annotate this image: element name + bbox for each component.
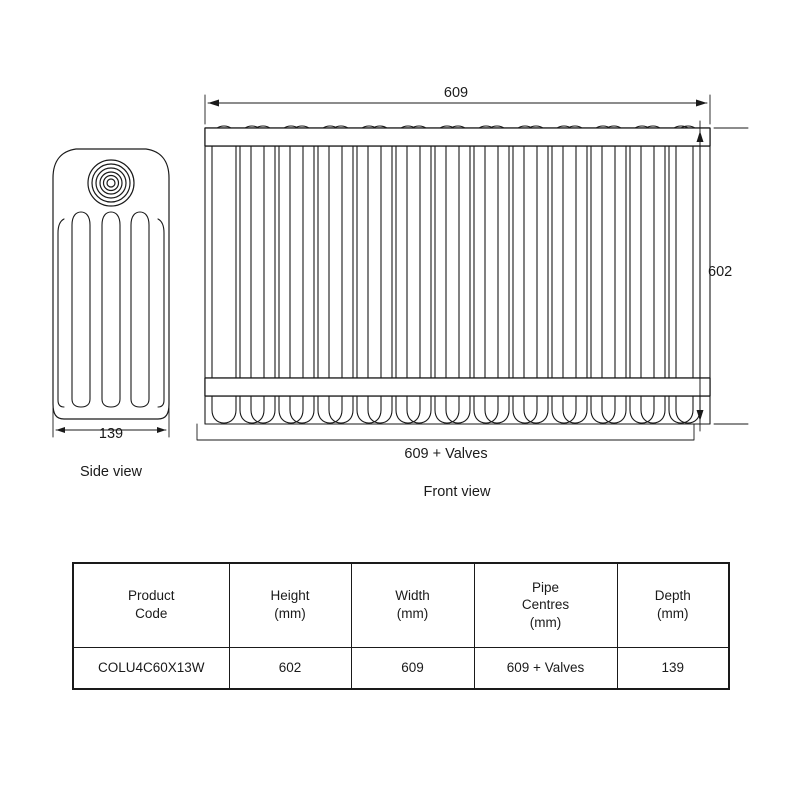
front-view-group — [205, 126, 710, 424]
cell-pipe-centres: 609 + Valves — [474, 647, 617, 689]
cell-product-code: COLU4C60X13W — [73, 647, 229, 689]
front-view-title: Front view — [423, 484, 491, 500]
side-view-outline — [53, 149, 169, 419]
cell-depth: 139 — [617, 647, 729, 689]
spec-table-wrapper — [72, 562, 728, 690]
side-view-group — [53, 149, 169, 437]
table-row — [73, 647, 729, 689]
valve-icon — [88, 160, 134, 206]
table-header-row — [73, 563, 729, 647]
dimension-label-width: 609 — [443, 85, 469, 101]
dimension-label-depth: 139 — [98, 426, 124, 442]
table-header-depth: Depth (mm) — [617, 563, 729, 647]
cell-width: 609 — [351, 647, 474, 689]
table-header-height: Height (mm) — [229, 563, 351, 647]
pipe-centres-dimension — [197, 424, 694, 440]
table-header-pipe-centres: Pipe Centres (mm) — [474, 563, 617, 647]
table-header-product-code: Product Code — [73, 563, 229, 647]
cell-height: 602 — [229, 647, 351, 689]
table-header-width: Width (mm) — [351, 563, 474, 647]
dimension-label-pipe-centres: 609 + Valves — [404, 446, 488, 462]
side-view-columns — [60, 212, 149, 407]
spec-table — [72, 562, 730, 690]
dimension-label-height: 602 — [708, 264, 733, 280]
side-view-title: Side view — [79, 464, 143, 480]
